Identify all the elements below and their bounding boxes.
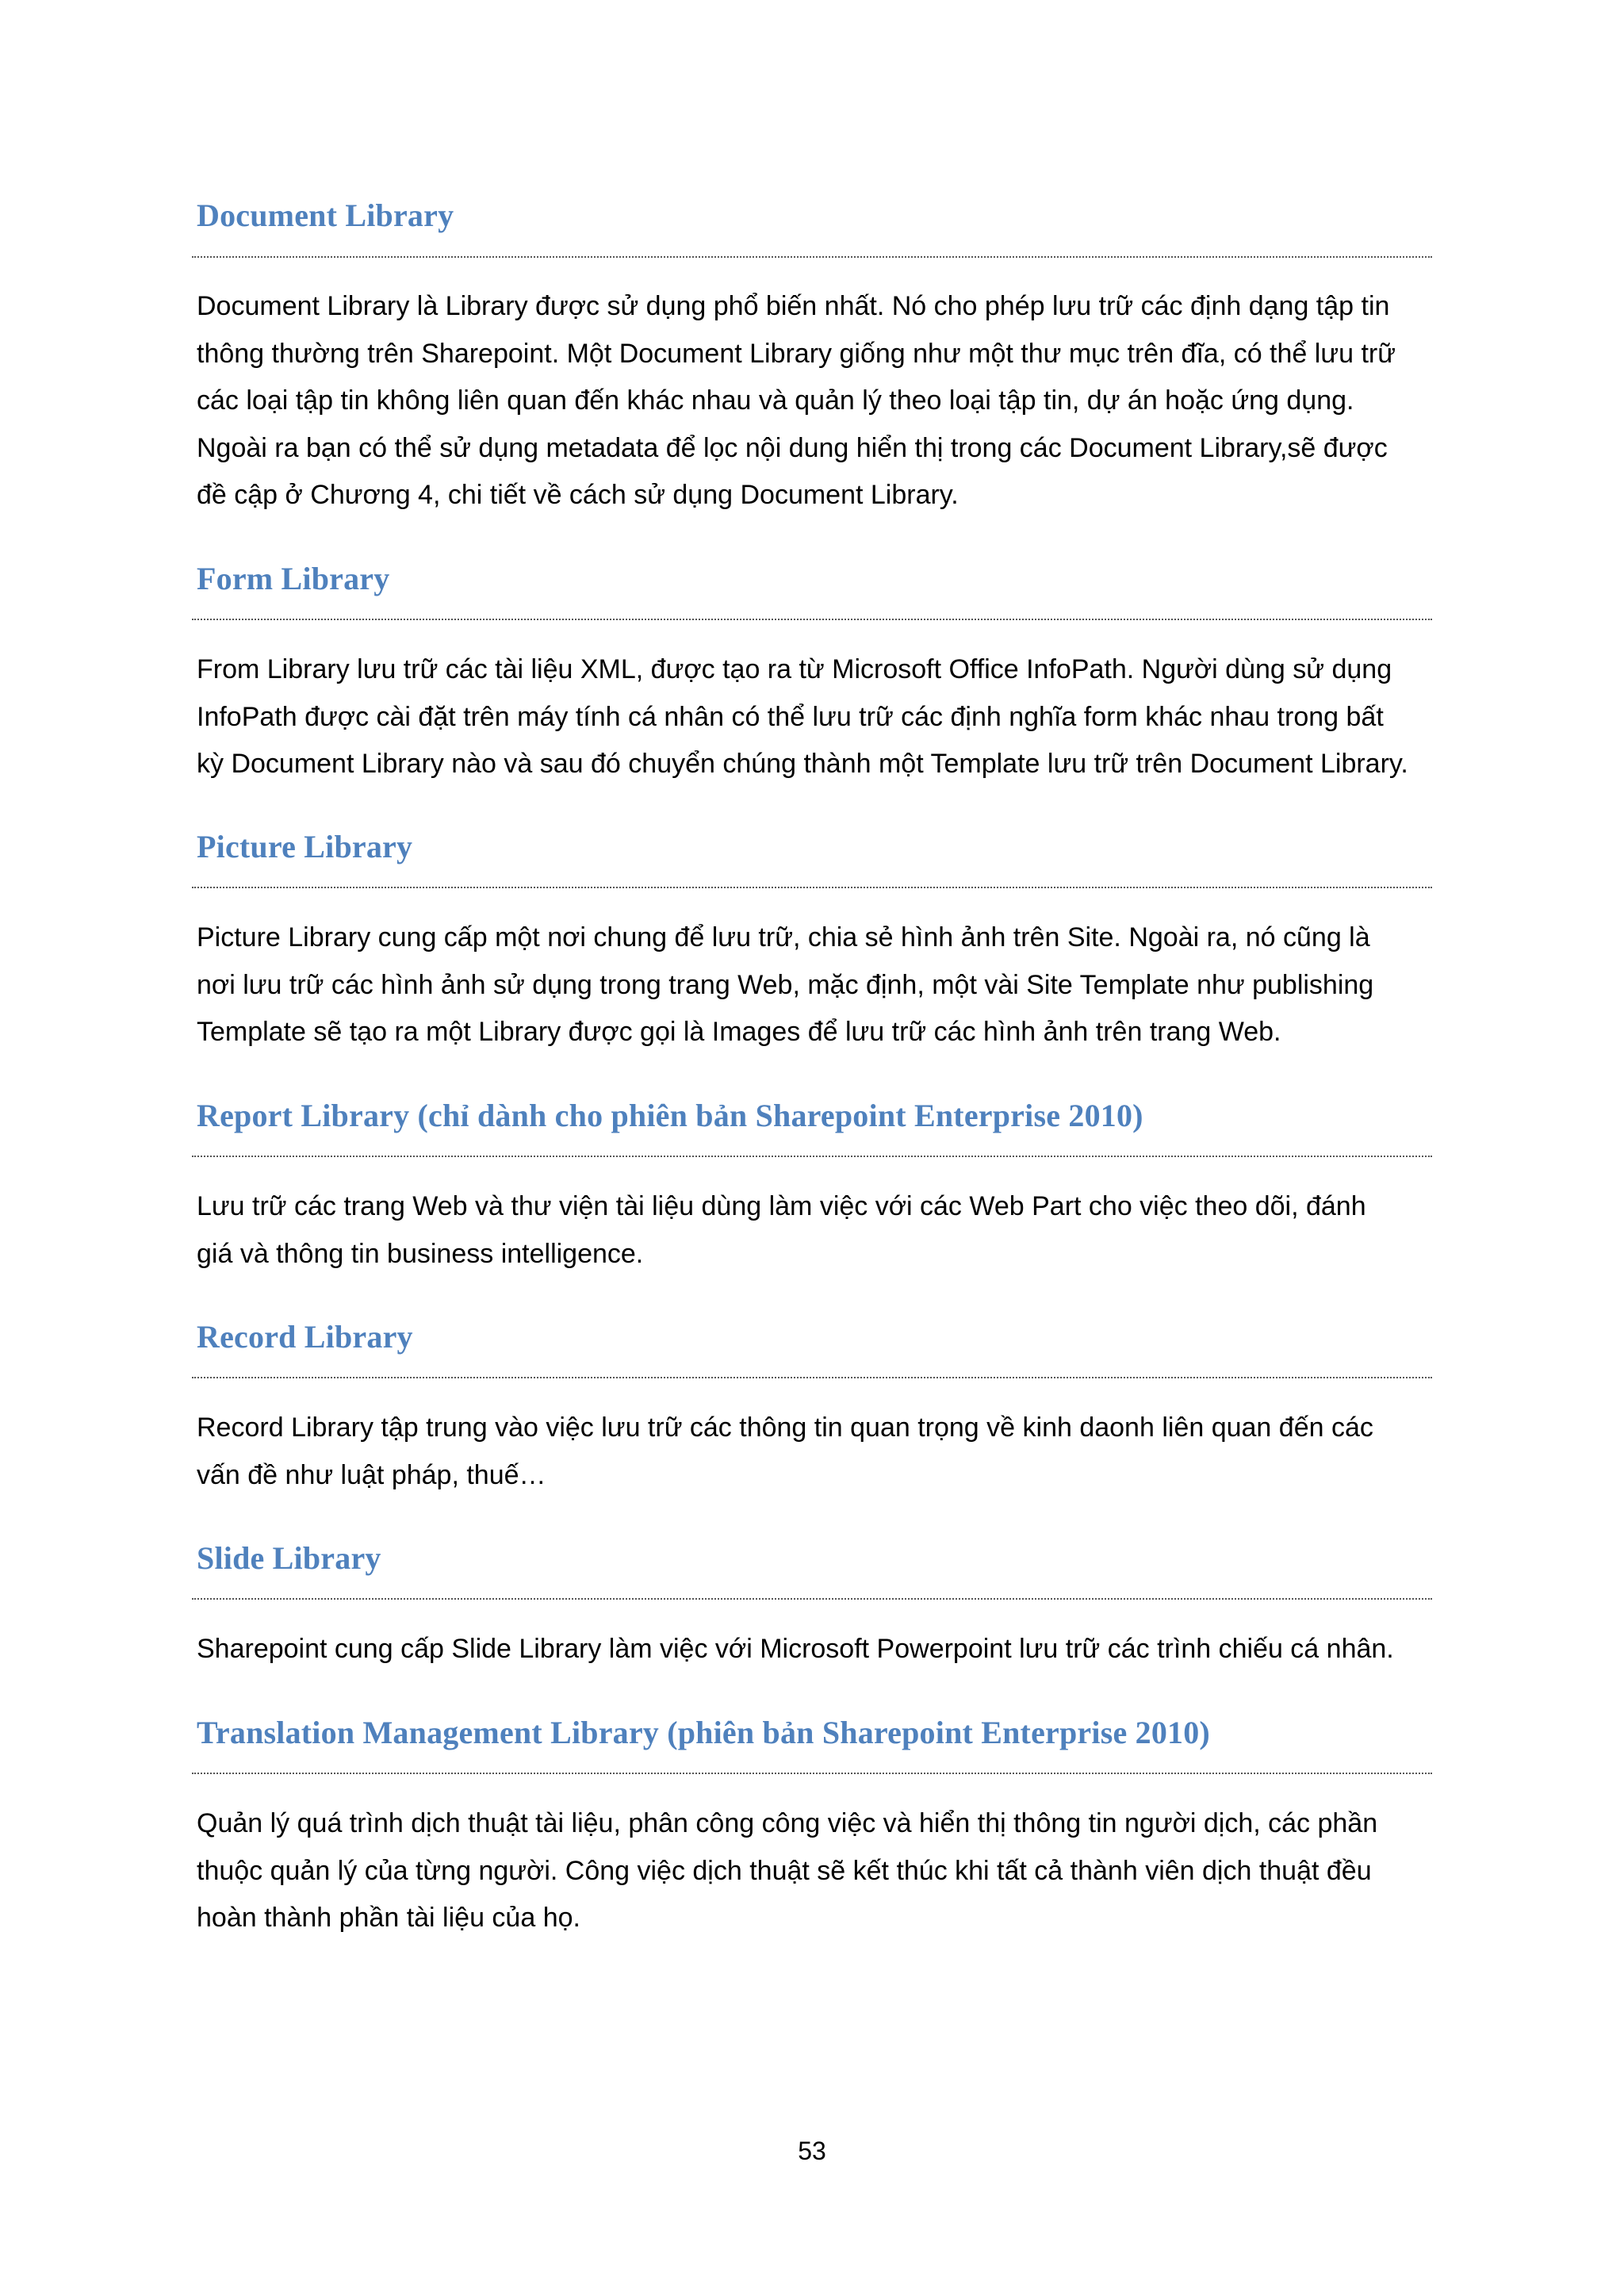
section-heading: Picture Library: [197, 829, 413, 864]
dotted-divider: [192, 256, 1432, 258]
section-heading: Document Library: [197, 197, 454, 233]
section-heading: Form Library: [197, 561, 390, 596]
dotted-divider: [192, 1773, 1432, 1774]
paragraph-line: Ngoài ra bạn có thể sử dụng metadata để lọc nội dung hiển thị trong các Document Library,sẽ được: [197, 432, 1388, 463]
paragraph-line: thuộc quản lý của từng người. Công việc dịch thuật sẽ kết thúc khi tất cả thành viên dịch thuật đều: [197, 1855, 1372, 1886]
paragraph-line: thông thường trên Sharepoint. Một Document Library giống như một thư mục trên đĩa, có thể lưu trữ: [197, 338, 1396, 369]
paragraph-line: InfoPath được cài đặt trên máy tính cá nhân có thể lưu trữ các định nghĩa form khác nhau trong bất: [197, 701, 1384, 732]
section-paragraph: [197, 1183, 1450, 1278]
paragraph-line: Sharepoint cung cấp Slide Library làm việc với Microsoft Powerpoint lưu trữ các trình chiếu cá nhân.: [197, 1634, 1394, 1664]
paragraph-line: Quản lý quá trình dịch thuật tài liệu, phân công công việc và hiển thị thông tin người dịch, các phần: [197, 1808, 1378, 1838]
paragraph-line: nơi lưu trữ các hình ảnh sử dụng trong trang Web, mặc định, một vài Site Template như publishing: [197, 969, 1374, 1000]
section-heading: Translation Management Library (phiên bản Sharepoint Enterprise 2010): [197, 1715, 1210, 1750]
dotted-divider: [192, 619, 1432, 620]
paragraph-line: vấn đề như luật pháp, thuế…: [197, 1459, 546, 1490]
section-paragraph: [197, 283, 1450, 519]
section-heading: Slide Library: [197, 1540, 381, 1576]
section-paragraph: [197, 1405, 1450, 1499]
paragraph-line: From Library lưu trữ các tài liệu XML, được tạo ra từ Microsoft Office InfoPath. Người dùng sử dụng: [197, 654, 1392, 684]
section-paragraph: [197, 1626, 1450, 1673]
paragraph-line: giá và thông tin business intelligence.: [197, 1238, 644, 1269]
section-paragraph: [197, 1800, 1450, 1942]
dotted-divider: [192, 1156, 1432, 1157]
dotted-divider: [192, 887, 1432, 888]
section-paragraph: [197, 914, 1450, 1056]
paragraph-line: Picture Library cung cấp một nơi chung để lưu trữ, chia sẻ hình ảnh trên Site. Ngoài ra, nó cũng là: [197, 922, 1370, 953]
section-heading: Record Library: [197, 1319, 413, 1355]
paragraph-line: đề cập ở Chương 4, chi tiết về cách sử dụng Document Library.: [197, 480, 959, 510]
dotted-divider: [192, 1598, 1432, 1600]
paragraph-line: các loại tập tin không liên quan đến khác nhau và quản lý theo loại tập tin, dự án hoặc ứng dụng.: [197, 385, 1354, 416]
section-heading: Report Library (chỉ dành cho phiên bản Sharepoint Enterprise 2010): [197, 1098, 1143, 1133]
paragraph-line: Template sẽ tạo ra một Library được gọi là Images để lưu trữ các hình ảnh trên trang Web.: [197, 1017, 1281, 1047]
paragraph-line: kỳ Document Library nào và sau đó chuyển chúng thành một Template lưu trữ trên Document Library.: [197, 749, 1408, 779]
dotted-divider: [192, 1377, 1432, 1378]
section-paragraph: [197, 646, 1450, 788]
paragraph-line: hoàn thành phần tài liệu của họ.: [197, 1903, 580, 1933]
paragraph-line: Document Library là Library được sử dụng phổ biến nhất. Nó cho phép lưu trữ các định dạng tập tin: [197, 291, 1390, 321]
paragraph-line: Record Library tập trung vào việc lưu trữ các thông tin quan trọng về kinh daonh liên quan đến các: [197, 1412, 1373, 1443]
page-number: 53: [798, 2137, 826, 2165]
paragraph-line: Lưu trữ các trang Web và thư viện tài liệu dùng làm việc với các Web Part cho việc theo dõi, đánh: [197, 1191, 1366, 1221]
